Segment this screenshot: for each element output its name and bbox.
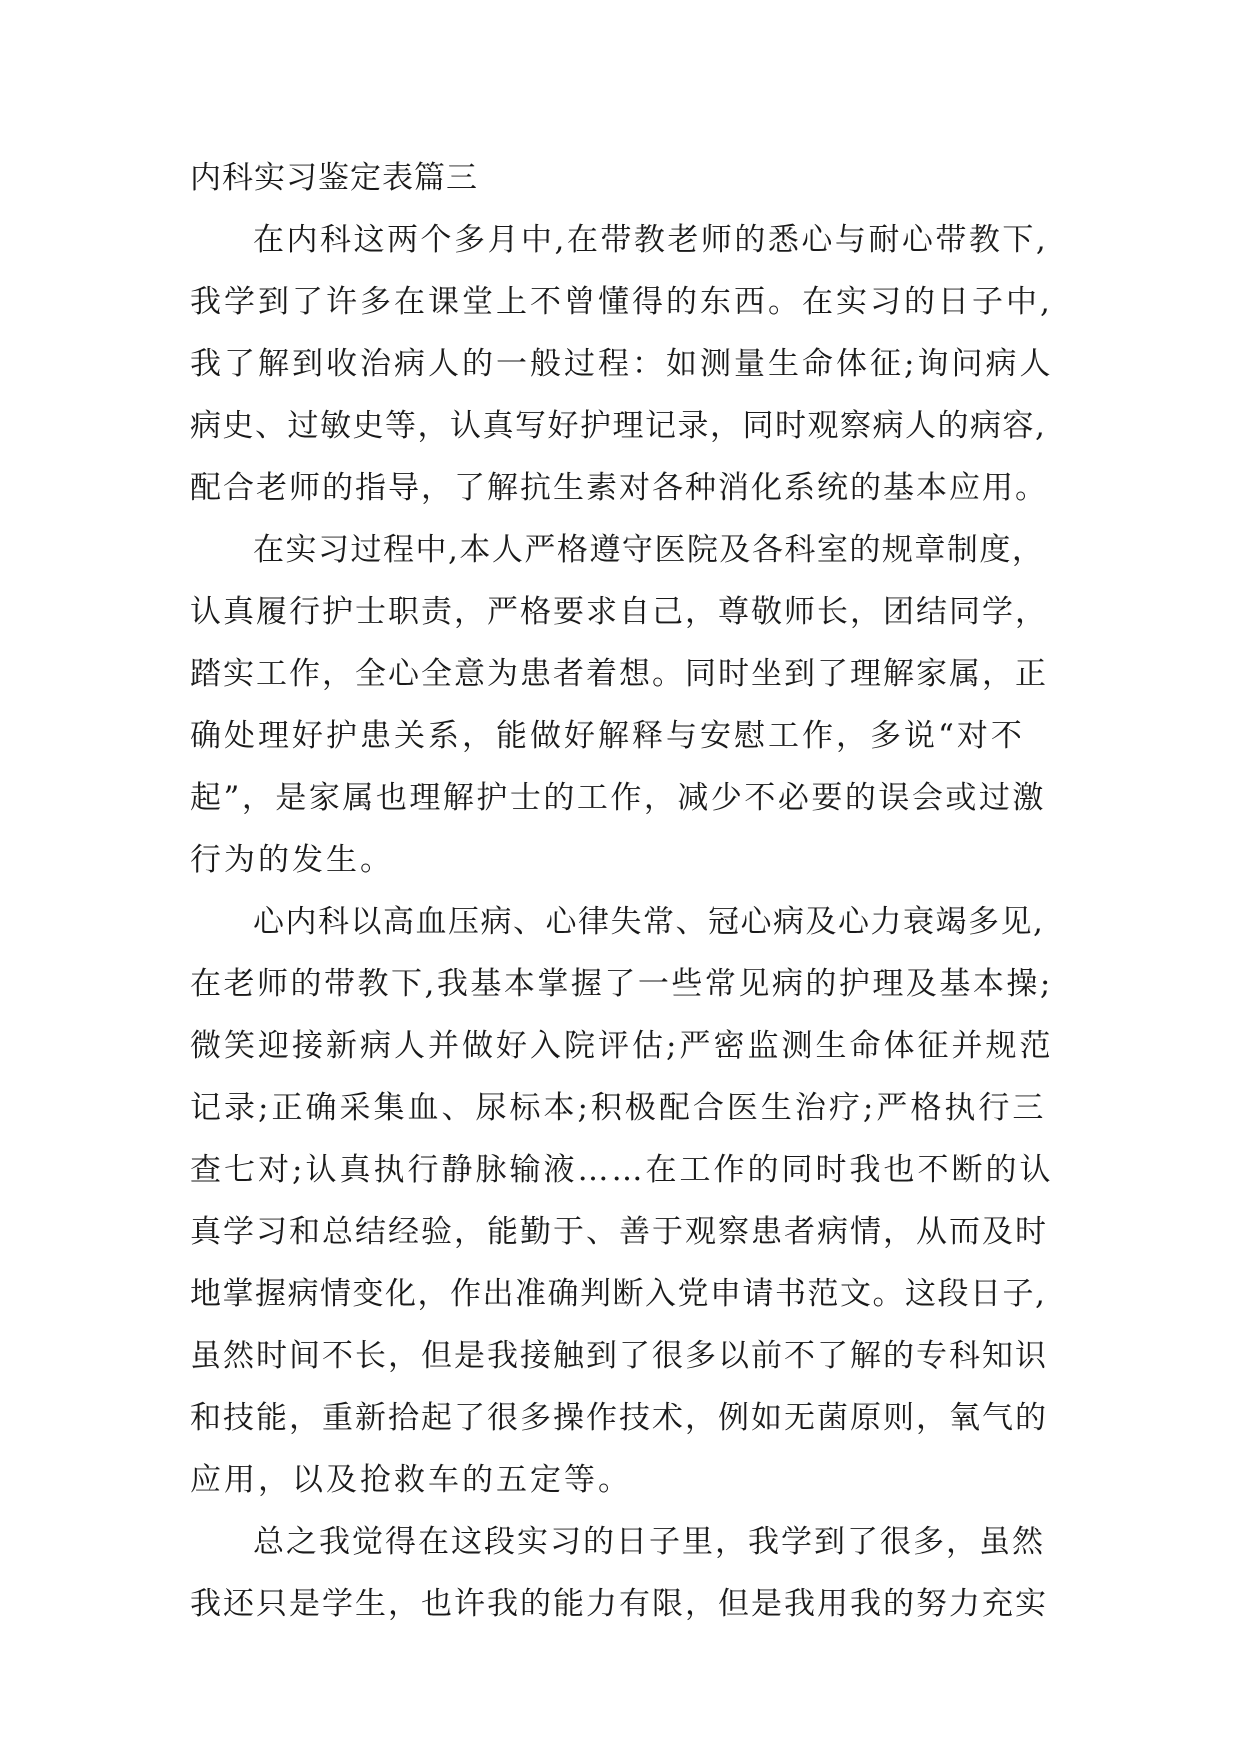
- paragraph-1-line-1: 在内科这两个多月中,在带教老师的悉心与耐心带教下,: [253, 222, 1049, 258]
- paragraph-3-line-2: 在老师的带教下,我基本掌握了一些常见病的护理及基本操;: [190, 966, 1053, 1002]
- paragraph-2-line-6: 行为的发生。: [190, 842, 394, 878]
- paragraph-2-line-4: 确处理好护患关系，能做好解释与安慰工作，多说“对不: [190, 718, 1025, 754]
- paragraph-3-line-6: 真学习和总结经验，能勤于、善于观察患者病情，从而及时: [190, 1214, 1048, 1250]
- paragraph-3-line-3: 微笑迎接新病人并做好入院评估;严密监测生命体征并规范: [190, 1028, 1054, 1064]
- paragraph-3-line-4: 记录;正确采集血、尿标本;积极配合医生治疗;严格执行三: [190, 1090, 1047, 1126]
- paragraph-4-line-1: 总之我觉得在这段实习的日子里，我学到了很多，虽然: [253, 1524, 1045, 1560]
- paragraph-2-line-3: 踏实工作，全心全意为患者着想。同时坐到了理解家属，正: [190, 656, 1048, 692]
- paragraph-4-line-2: 我还只是学生，也许我的能力有限，但是我用我的努力充实: [190, 1586, 1048, 1622]
- paragraph-1-line-5: 配合老师的指导，了解抗生素对各种消化系统的基本应用。: [190, 470, 1048, 506]
- paragraph-3-line-10: 应用，以及抢救车的五定等。: [190, 1462, 632, 1498]
- paragraph-2-line-1: 在实习过程中,本人严格遵守医院及各科室的规章制度，: [253, 532, 1045, 568]
- paragraph-2-line-5: 起”，是家属也理解护士的工作，减少不必要的误会或过激: [190, 780, 1046, 816]
- paragraph-3-line-5: 查七对;认真执行静脉输液……在工作的同时我也不断的认: [190, 1152, 1054, 1188]
- paragraph-1-line-3: 我了解到收治病人的一般过程：如测量生命体征;询问病人: [190, 346, 1054, 382]
- paragraph-3-line-9: 和技能，重新拾起了很多操作技术，例如无菌原则，氧气的: [190, 1400, 1048, 1436]
- paragraph-3-line-1: 心内科以高血压病、心律失常、冠心病及心力衰竭多见,: [253, 904, 1045, 940]
- paragraph-3-line-7: 地掌握病情变化，作出准确判断入党申请书范文。这段日子,: [190, 1276, 1047, 1312]
- paragraph-2-line-2: 认真履行护士职责，严格要求自己，尊敬师长，团结同学，: [190, 594, 1048, 630]
- paragraph-3-line-8: 虽然时间不长，但是我接触到了很多以前不了解的专科知识: [190, 1338, 1048, 1374]
- document-title: 内科实习鉴定表篇三: [190, 160, 478, 196]
- paragraph-1-line-2: 我学到了许多在课堂上不曾懂得的东西。在实习的日子中,: [190, 284, 1053, 320]
- paragraph-1-line-4: 病史、过敏史等，认真写好护理记录，同时观察病人的病容,: [190, 408, 1047, 444]
